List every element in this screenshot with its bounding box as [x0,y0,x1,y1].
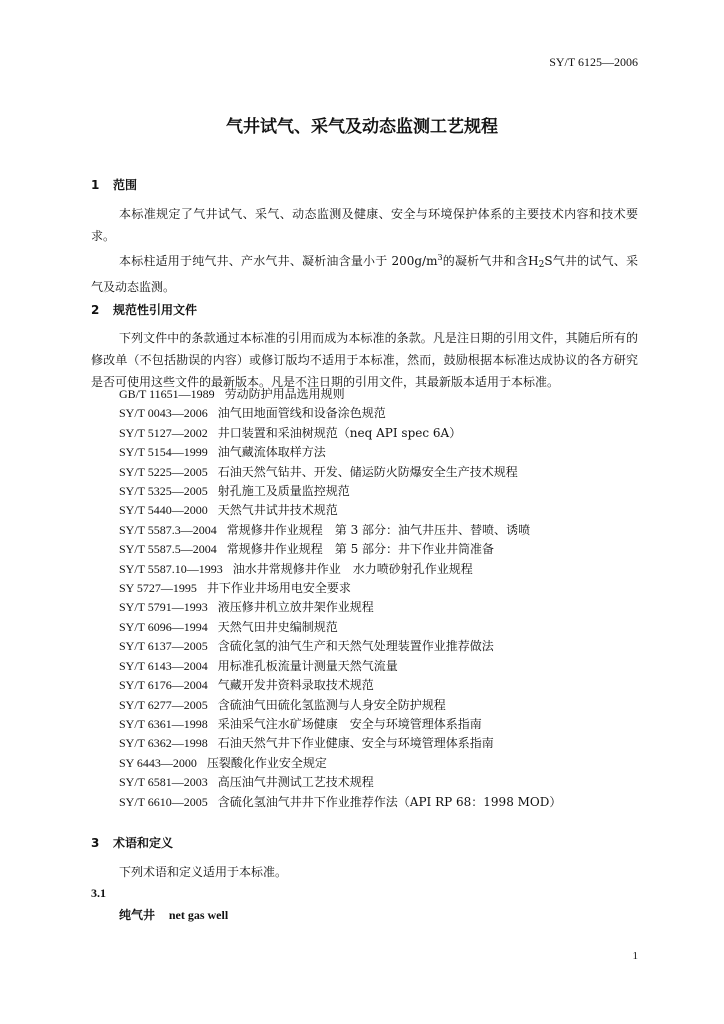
reference-item [119,404,561,423]
reference-item [119,540,561,559]
reference-title: 含硫化氢的油气生产和天然气处理装置作业推荐做法 [217,639,494,654]
reference-title: 液压修井机立放井架作业规程 [217,600,374,615]
reference-title: 油气藏流体取样方法 [217,445,326,460]
reference-title: 油水井常规修井作业 水力喷砂射孔作业规程 [232,561,473,576]
section-number: 2 [91,303,100,317]
reference-item [119,560,561,579]
reference-item [119,385,561,404]
superscript: 3 [437,253,443,262]
reference-title: 井下作业井场用电安全要求 [206,581,351,596]
page-number: 1 [632,950,638,962]
reference-item [119,734,561,753]
reference-code: SY/T 5325—2005 [119,484,208,499]
section-heading-normative-references [91,301,197,318]
section-number: 3 [91,836,100,850]
term-english: net gas well [168,908,229,922]
reference-code: SY 6443—2000 [119,755,197,770]
reference-title: 射孔施工及质量监控规范 [217,484,350,499]
section-heading-scope [91,176,137,193]
reference-code: SY/T 5127—2002 [119,425,208,440]
section-title: 规范性引用文件 [113,303,198,317]
references-intro-paragraph: 下列文件中的条款通过本标准的引用而成为本标准的条款。凡是注日期的引用文件，其随后所有的修改单（不包括勘误的内容）或修订版均不适用于本标准，然而，鼓励根据本标准达成协议的各方研究是否可使用这些文件的最新版本。凡是不注日期的引用文件，其最新版本适用于本标准。 [91,331,638,389]
reference-code: SY/T 6176—2004 [119,678,208,693]
term-chinese: 纯气井 [119,908,156,922]
reference-code: SY/T 5587.5—2004 [119,542,217,557]
reference-title: 用标准孔板流量计测量天然气流量 [217,658,398,673]
reference-code: SY/T 5587.3—2004 [119,522,217,537]
reference-item [119,676,561,695]
reference-code: SY/T 6137—2005 [119,639,208,654]
reference-title: 劳动防护用品选用规则 [224,387,345,401]
reference-item [119,773,561,792]
reference-code: SY/T 5154—1999 [119,445,208,460]
reference-title: 压裂酸化作业安全规定 [206,755,327,770]
reference-title: 含硫油气田硫化氢监测与人身安全防护规程 [217,697,446,712]
reference-item [119,715,561,734]
reference-list [119,385,561,812]
reference-title: 天然气井试井技术规范 [217,503,338,518]
reference-title: 气藏开发井资料录取技术规范 [217,678,374,693]
reference-item [119,482,561,501]
reference-code: SY/T 5440—2000 [119,503,208,518]
reference-title: 油气田地面管线和设备涂色规范 [217,406,386,421]
section-title: 范围 [113,178,138,192]
reference-code: SY/T 5587.10—1993 [119,561,223,576]
reference-code: SY/T 0043—2006 [119,406,208,421]
scope-text-b: 的凝析气井和含H [442,254,539,268]
reference-title: 高压油气井测试工艺技术规程 [217,775,374,790]
scope-text-c: S气井的试气、采气及动态监测。 [91,254,638,294]
section-number: 1 [91,178,100,192]
reference-item [119,521,561,540]
reference-item [119,579,561,598]
section-heading-terms [91,834,173,851]
scope-paragraph-2 [91,247,638,298]
reference-title: 含硫化氢油气井井下作业推荐作法（API RP 68：1998 MOD） [217,794,562,809]
reference-code: GB/T 11651—1989 [119,387,215,401]
reference-title: 石油天然气钻井、开发、储运防火防爆安全生产技术规程 [217,464,518,479]
reference-code: SY 5727—1995 [119,581,197,596]
reference-code: SY/T 6362—1998 [119,736,208,751]
reference-title: 井口装置和采油树规范（neq API spec 6A） [217,425,462,440]
section-title: 术语和定义 [113,836,174,850]
reference-item [119,618,561,637]
running-header: SY/T 6125—2006 [549,55,638,69]
term-heading [119,906,228,923]
reference-title: 采油采气注水矿场健康 安全与环境管理体系指南 [217,716,482,731]
reference-item [119,637,561,656]
reference-title: 常规修井作业规程 第 5 部分：井下作业井筒准备 [226,542,495,557]
reference-code: SY/T 5225—2005 [119,464,208,479]
scope-text-a: 本标柱适用于纯气井、产水气井、凝析油含量小于 200g/m [119,254,438,268]
reference-title: 天然气田井史编制规范 [217,619,338,634]
scope-paragraph-1: 本标准规定了气井试气、采气、动态监测及健康、安全与环境保护体系的主要技术内容和技术要求。 [91,207,638,243]
reference-item [119,598,561,617]
reference-code: SY/T 6143—2004 [119,658,208,673]
subscript: 2 [538,260,545,270]
reference-code: SY/T 6610—2005 [119,794,208,809]
reference-item [119,754,561,773]
reference-item [119,501,561,520]
reference-item [119,793,561,812]
reference-title: 石油天然气井下作业健康、安全与环境管理体系指南 [217,736,494,751]
reference-item [119,696,561,715]
reference-code: SY/T 6581—2003 [119,775,208,790]
reference-item [119,443,561,462]
reference-code: SY/T 6277—2005 [119,697,208,712]
reference-item [119,463,561,482]
reference-title: 常规修井作业规程 第 3 部分：油气井压井、替喷、诱喷 [226,522,531,537]
document-title: 气井试气、采气及动态监测工艺规程 [226,117,498,137]
reference-code: SY/T 5791—1993 [119,600,208,615]
term-number: 3.1 [91,886,106,900]
reference-code: SY/T 6361—1998 [119,716,208,731]
reference-item [119,424,561,443]
reference-item [119,657,561,676]
reference-code: SY/T 6096—1994 [119,619,208,634]
terms-intro: 下列术语和定义适用于本标准。 [119,865,288,879]
